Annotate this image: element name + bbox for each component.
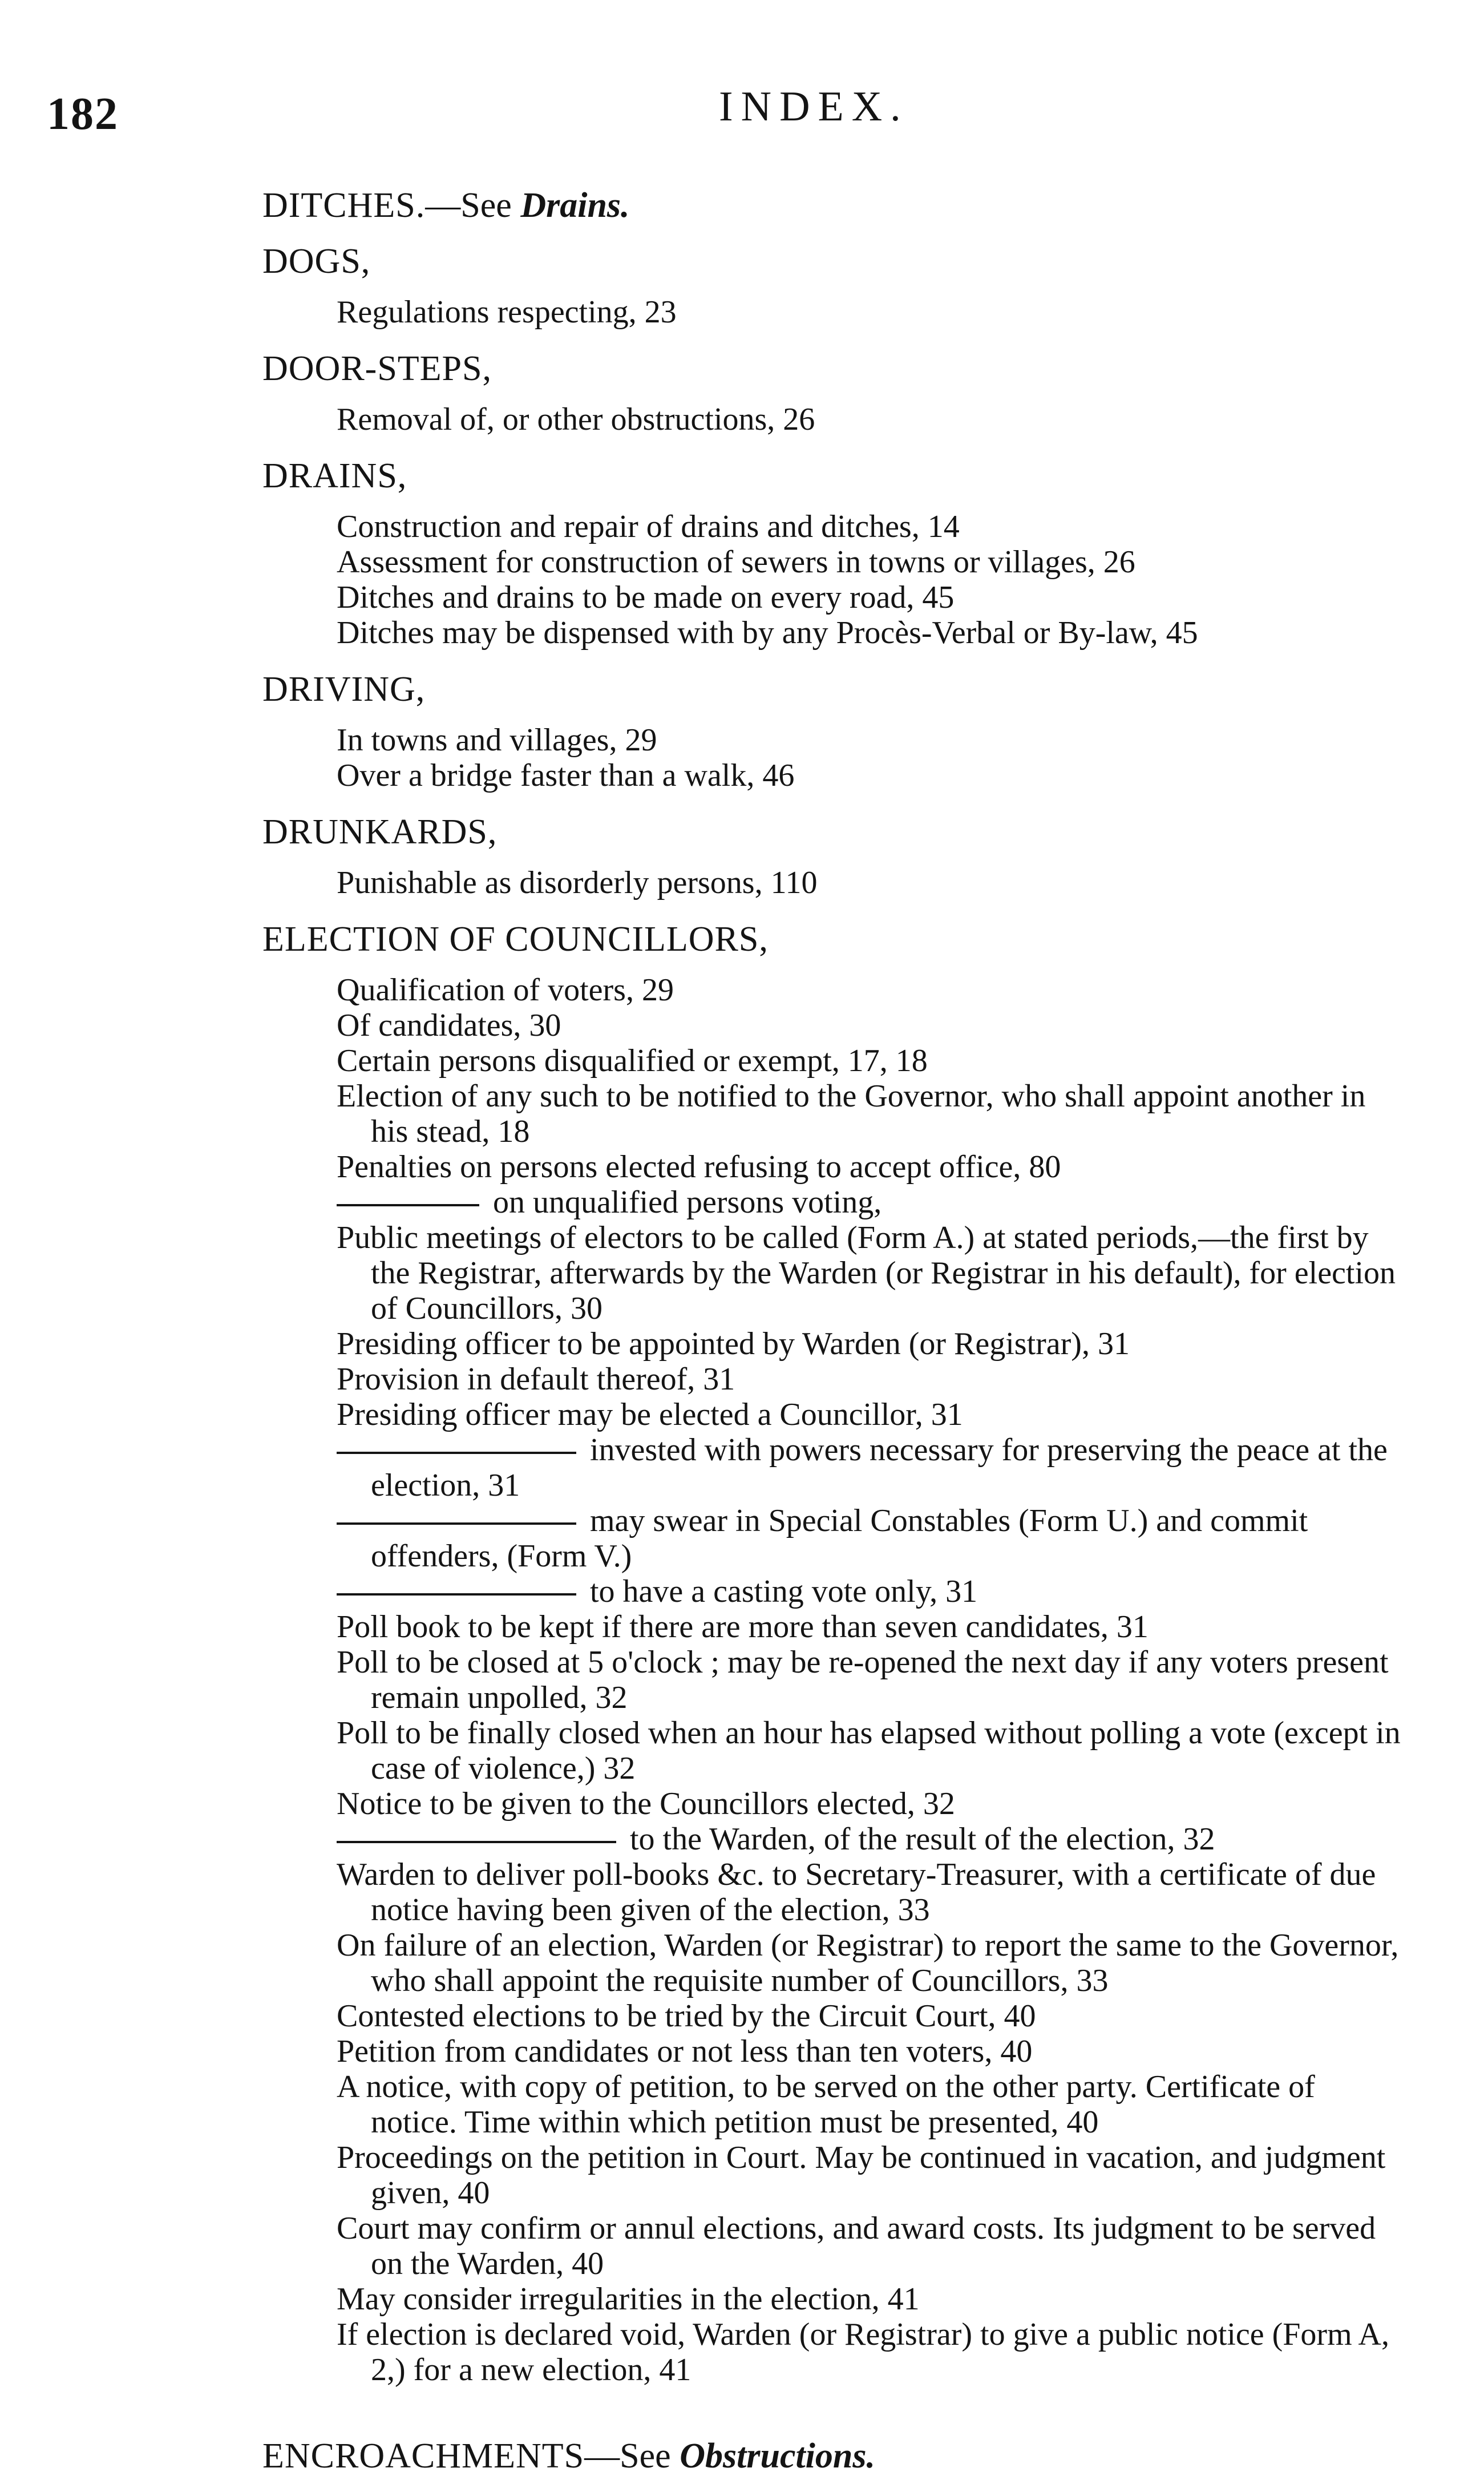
sub-entry-text: to have a casting vote only, 31	[590, 1574, 978, 1609]
sub-entry	[297, 1998, 1404, 2034]
sub-entry-text: On failure of an election, Warden (or Registrar) to report the same to the Governor, who shall appoint the requisite number of Councillors, 33	[337, 1928, 1399, 1998]
sub-entry-text: Poll book to be kept if there are more than seven candidates, 31	[337, 1609, 1149, 1645]
index-entry	[262, 452, 1404, 651]
heading-word: DOOR-STEPS,	[262, 349, 492, 388]
sub-entry-text: If election is declared void, Warden (or Registrar) to give a public notice (Form A, 2,) for a new election, 41	[337, 2317, 1389, 2388]
sub-entry	[297, 2034, 1404, 2069]
sub-entry	[297, 1786, 1404, 1821]
sub-entry-text: Petition from candidates or not less than ten voters, 40	[337, 2034, 1033, 2069]
sub-entry-text: Of candidates, 30	[337, 1008, 561, 1043]
sub-entry-list	[262, 865, 1404, 900]
sub-entry-text: Certain persons disqualified or exempt, 17, 18	[337, 1043, 928, 1079]
sub-entry	[297, 402, 1404, 437]
entry-heading	[262, 237, 1404, 285]
sub-entry	[297, 1397, 1404, 1432]
sub-entry	[297, 509, 1404, 544]
sub-entry-list	[262, 722, 1404, 793]
sub-entry	[297, 1149, 1404, 1185]
sub-entry-text: Court may confirm or annul elections, and award costs. Its judgment to be served on the Warden, 40	[337, 2211, 1376, 2281]
cross-reference: Drains.	[520, 186, 630, 225]
sub-entry	[297, 2069, 1404, 2140]
sub-entry-text: invested with powers necessary for preserving the peace at the election, 31	[371, 1432, 1388, 1503]
sub-entry-text: Poll to be closed at 5 o'clock ; may be re-opened the next day if any voters present remain unpolled, 32	[337, 1645, 1389, 1715]
sub-entry-text: Proceedings on the petition in Court. May be continued in vacation, and judgment given, 40	[337, 2140, 1386, 2211]
sub-entry	[297, 1220, 1404, 1326]
sub-entry-text: Regulations respecting, 23	[337, 294, 677, 330]
entry-heading	[262, 808, 1404, 856]
sub-entry-text: Qualification of voters, 29	[337, 972, 674, 1008]
entry-heading	[262, 915, 1404, 963]
sub-entry	[297, 294, 1404, 330]
sub-entry-text: Poll to be finally closed when an hour has elapsed without polling a vote (except in case of violence,) 32	[337, 1715, 1401, 1786]
sub-entry-text: Construction and repair of drains and ditches, 14	[337, 509, 960, 544]
sub-entry	[297, 1928, 1404, 1998]
index-entry	[262, 808, 1404, 900]
sub-entry-text: may swear in Special Constables (Form U.) and commit offenders, (Form V.)	[371, 1503, 1308, 1574]
sub-entry	[297, 580, 1404, 615]
sub-entry	[297, 1857, 1404, 1928]
sub-entry-text: A notice, with copy of petition, to be served on the other party. Certificate of notice. Time within which petition must be presented, 40	[337, 2069, 1315, 2140]
heading-word: DRAINS,	[262, 457, 407, 495]
index-entry	[262, 665, 1404, 793]
ditto-dash	[337, 1522, 576, 1525]
sub-entry-list	[262, 972, 1404, 2388]
sub-entry	[297, 1079, 1404, 1149]
sub-entry	[297, 1715, 1404, 1786]
sub-entry-text: Ditches may be dispensed with by any Procès-Verbal or By-law, 45	[337, 615, 1198, 651]
heading-word: DRUNKARDS,	[262, 813, 498, 851]
sub-entry	[297, 1609, 1404, 1645]
heading-word: DOGS,	[262, 242, 371, 281]
sub-entry	[297, 1821, 1404, 1857]
sub-entry-text: Warden to deliver poll-books &c. to Secretary-Treasurer, with a certificate of due notice having been given of the election, 33	[337, 1857, 1376, 1928]
index-entry	[262, 237, 1404, 330]
entry-heading	[262, 452, 1404, 500]
ditto-dash	[337, 1593, 576, 1596]
sub-entry	[297, 1503, 1404, 1574]
heading-word: ENCROACHMENTS	[262, 2437, 585, 2475]
sub-entry	[297, 2211, 1404, 2281]
sub-entry-text: Penalties on persons elected refusing to accept office, 80	[337, 1149, 1061, 1185]
sub-entry-text: Punishable as disorderly persons, 110	[337, 865, 818, 900]
sub-entry	[297, 758, 1404, 793]
sub-entry-text: to the Warden, of the result of the election, 32	[630, 1821, 1215, 1857]
sub-entry-list	[262, 402, 1404, 437]
sub-entry	[297, 1645, 1404, 1715]
sub-entry	[297, 1326, 1404, 1362]
sub-entry-list	[262, 294, 1404, 330]
ditto-dash	[337, 1452, 576, 1454]
heading-word: DRIVING,	[262, 670, 426, 709]
sub-entry-text: Assessment for construction of sewers in towns or villages, 26	[337, 544, 1135, 580]
sub-entry-text: Public meetings of electors to be called (Form A.) at stated periods,—the first by the Registrar, afterwards by the Warden (or Registrar in his default), for election of Councillors, 30	[337, 1220, 1396, 1326]
ditto-dash	[337, 1204, 479, 1206]
page-number: 182	[47, 89, 119, 139]
entry-heading	[262, 345, 1404, 393]
sub-entry-text: May consider irregularities in the election, 41	[337, 2281, 920, 2317]
cross-reference: Obstructions.	[680, 2437, 876, 2475]
sub-entry	[297, 865, 1404, 900]
sub-entry-text: Election of any such to be notified to the Governor, who shall appoint another in his stead, 18	[337, 1079, 1366, 1149]
sub-entry-text: Notice to be given to the Councillors elected, 32	[337, 1786, 955, 1821]
sub-entry	[297, 1185, 1404, 1220]
sub-entry	[297, 1362, 1404, 1397]
running-head: INDEX.	[719, 83, 909, 130]
sub-entry	[297, 615, 1404, 651]
sub-entry	[297, 972, 1404, 1008]
sub-entry	[297, 722, 1404, 758]
index-entry	[262, 915, 1404, 2388]
entry-heading	[262, 181, 1404, 229]
sub-entry	[297, 544, 1404, 580]
sub-entry	[297, 2140, 1404, 2211]
sub-entry-text: Provision in default thereof, 31	[337, 1362, 735, 1397]
heading-word: ELECTION OF COUNCILLORS,	[262, 920, 769, 959]
sub-entry	[297, 2281, 1404, 2317]
sub-entry-text: on unqualified persons voting,	[493, 1185, 882, 1220]
index-entry	[262, 181, 1404, 229]
sub-entry-text: Over a bridge faster than a walk, 46	[337, 758, 795, 793]
sub-entry-text: In towns and villages, 29	[337, 722, 657, 758]
index-entry	[262, 345, 1404, 437]
sub-entry	[297, 2317, 1404, 2388]
sub-entry-text: Presiding officer may be elected a Councillor, 31	[337, 1397, 963, 1432]
sub-entry	[297, 1008, 1404, 1043]
index-body	[262, 181, 1404, 2480]
sub-entry-text: Ditches and drains to be made on every road, 45	[337, 580, 955, 615]
sub-entry-list	[262, 509, 1404, 651]
see-reference-prefix: —See	[425, 186, 521, 225]
entry-heading	[262, 665, 1404, 713]
sub-entry	[297, 1432, 1404, 1503]
heading-word: DITCHES.	[262, 186, 426, 225]
sub-entry-text: Contested elections to be tried by the Circuit Court, 40	[337, 1998, 1036, 2034]
sub-entry-text: Removal of, or other obstructions, 26	[337, 402, 815, 437]
see-reference-prefix: —See	[584, 2437, 680, 2475]
sub-entry	[297, 1043, 1404, 1079]
sub-entry-text: Presiding officer to be appointed by Warden (or Registrar), 31	[337, 1326, 1130, 1362]
ditto-dash	[337, 1841, 616, 1843]
sub-entry	[297, 1574, 1404, 1609]
